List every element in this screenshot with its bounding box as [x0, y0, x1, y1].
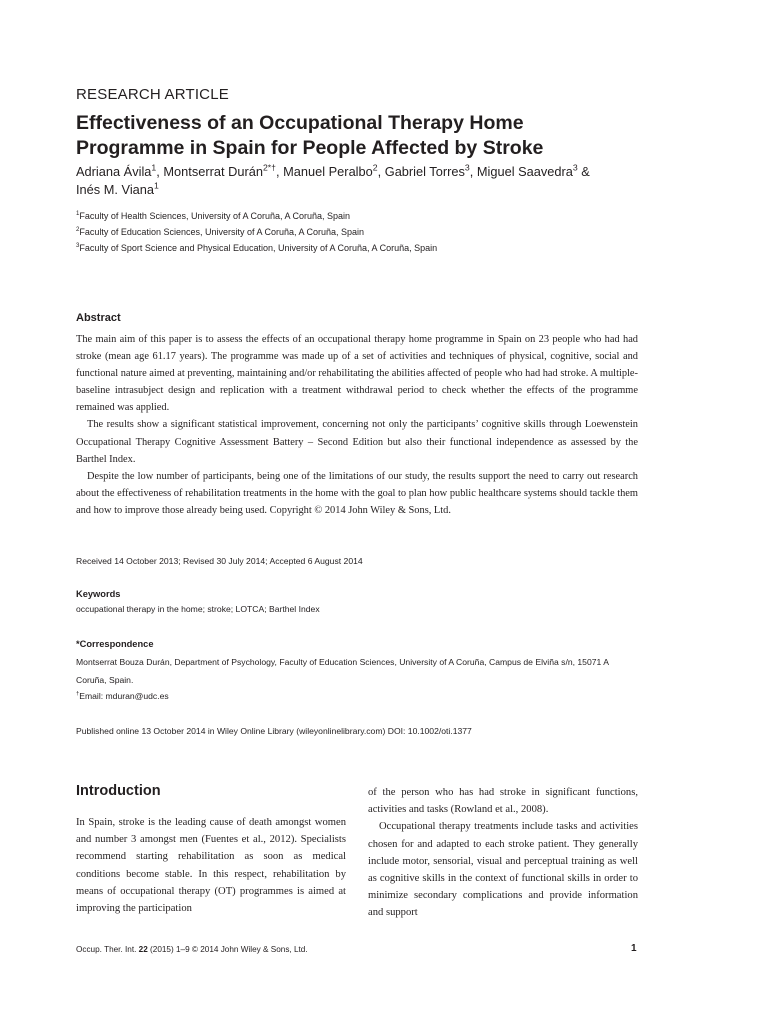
title-line-1: Effectiveness of an Occupational Therapy Home	[76, 112, 524, 134]
abstract-paragraph: The results show a significant statistical improvement, concerning not only the participants’ cognitive skills through Loewenstein Occupational Therapy Cognitive Assessment Battery – Second Edition but also their functional independence as assessed by the Barthel Index.	[76, 419, 638, 465]
affiliation: $^2$Faculty of Education Sciences, University of A Coruña, A Coruña, Spain	[76, 226, 365, 237]
author: Miguel Saavedra$^3$ &	[476, 162, 590, 179]
author: Inés M. Viana$^1$	[76, 180, 159, 197]
correspondence-email: †Email: mduran@udc.es	[76, 691, 169, 701]
body-paragraph: of the person who has had stroke in significant functions, activities and tasks (Rowland et al., 2008).	[368, 787, 638, 816]
page-number: 1	[631, 943, 637, 954]
author: Montserrat Durán$^{2*\dagger}$,	[163, 162, 284, 179]
body-paragraph: In Spain, stroke is the leading cause of death amongst women and number 3 amongst men (Fuentes et al., 2012). Specialists recommend starting rehabilitation as soon as medical conditions become stable. In this respect, rehabilitation by means of occupational therapy (OT) programmes is aimed at improving the participation	[76, 817, 346, 915]
affiliation: $^3$Faculty of Sport Science and Physical Education, University of A Coruña, A Coruña, Spain	[76, 242, 438, 253]
abstract-body	[76, 331, 638, 519]
affiliations	[76, 208, 437, 256]
abstract-heading: Abstract	[76, 312, 121, 324]
introduction-heading: Introduction	[76, 783, 161, 799]
author: Adriana Ávila$^1$,	[76, 162, 164, 179]
article-history: Received 14 October 2013; Revised 30 July 2014; Accepted 6 August 2014	[76, 556, 363, 566]
author-list	[76, 163, 686, 199]
body-paragraph: Occupational therapy treatments include tasks and activities chosen for and adapted to each stroke patient. They generally include motor, sensorial, visual and perceptual training as well as cognitive skills in the context of functional skills in order to minimize secondary complications and provide information and support	[368, 821, 638, 919]
keywords-text: occupational therapy in the home; stroke; LOTCA; Barthel Index	[76, 604, 320, 614]
author: Manuel Peralbo$^2$,	[283, 162, 385, 179]
journal-citation-footer: Occup. Ther. Int. 22 (2015) 1–9 © 2014 John Wiley & Sons, Ltd.	[76, 945, 308, 954]
abstract-paragraph: The main aim of this paper is to assess the effects of an occupational therapy home programme in Spain on 23 people who had had stroke (mean age 61.17 years). The programme was made up of a set of activities and techniques of physical, cognitive, social and functional nature aimed at preventing, maintaining and/or rehabilitating the abilities affected of people who had had stroke. A multiple-baseline intrasubject design and replication with a treatment withdrawal period to check whether the effects of the programme remained was applied.	[76, 334, 638, 414]
introduction-column-left	[76, 814, 346, 917]
correspondence-address: Montserrat Bouza Durán, Department of Psychology, Faculty of Education Sciences, University of A Coruña, Campus de Elviña s/n, 15071 A Coruña, Spain.	[76, 657, 609, 685]
keywords-heading: Keywords	[76, 589, 121, 599]
title-line-2: Programme in Spain for People Affected by Stroke	[76, 137, 544, 159]
introduction-column-right	[368, 784, 638, 922]
abstract-paragraph: Despite the low number of participants, being one of the limitations of our study, the results support the need to carry out research about the effectiveness of rehabilitation treatments in the home with the goal to plan how public healthcare systems should tackle them and how to improve those already being used. Copyright © 2014 John Wiley & Sons, Ltd.	[76, 470, 638, 516]
affiliation: $^1$Faculty of Health Sciences, University of A Coruña, A Coruña, Spain	[76, 210, 351, 221]
correspondence-heading: *Correspondence	[76, 639, 154, 649]
publication-info: Published online 13 October 2014 in Wiley Online Library (wileyonlinelibrary.com) DOI: 10.1002/oti.1377	[76, 726, 472, 736]
author: Gabriel Torres$^3$,	[384, 162, 477, 179]
article-type-label: RESEARCH ARTICLE	[76, 86, 229, 103]
article-title	[76, 111, 696, 161]
